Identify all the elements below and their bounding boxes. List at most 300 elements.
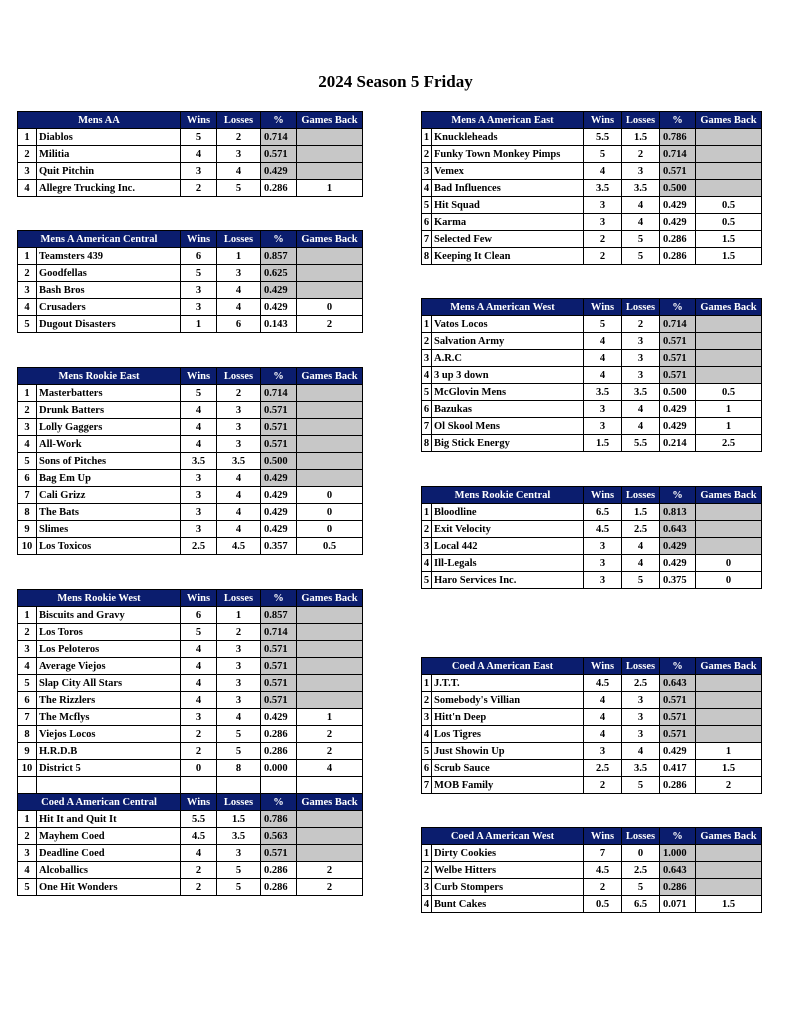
losses-cell: 2 xyxy=(622,316,660,333)
pct-cell: 0.571 xyxy=(261,641,297,658)
losses-header: Losses xyxy=(217,794,261,811)
rank-cell: 4 xyxy=(422,555,432,572)
table-header-row xyxy=(18,368,363,385)
games-back-header: Games Back xyxy=(696,487,762,504)
wins-cell: 3.5 xyxy=(181,453,217,470)
table-row xyxy=(422,350,762,367)
table-row xyxy=(18,692,363,709)
games-back-cell: 2 xyxy=(696,777,762,794)
rank-cell: 3 xyxy=(18,641,37,658)
games-back-cell xyxy=(297,265,363,282)
wins-cell: 3 xyxy=(584,214,622,231)
wins-cell: 2 xyxy=(181,862,217,879)
losses-cell: 3 xyxy=(622,726,660,743)
pct-cell: 0.571 xyxy=(261,692,297,709)
table-row xyxy=(422,879,762,896)
table-row xyxy=(18,828,363,845)
games-back-cell xyxy=(696,146,762,163)
rank-cell: 7 xyxy=(422,418,432,435)
games-back-cell: 1.5 xyxy=(696,248,762,265)
rank-cell: 8 xyxy=(18,504,37,521)
rank-cell: 9 xyxy=(18,743,37,760)
pct-cell: 0.143 xyxy=(261,316,297,333)
losses-cell: 4 xyxy=(622,214,660,231)
team-name-cell: Dirty Cookies xyxy=(432,845,584,862)
table-row xyxy=(18,845,363,862)
team-name-cell: McGlovin Mens xyxy=(432,384,584,401)
pct-cell: 0.417 xyxy=(660,760,696,777)
games-back-cell xyxy=(297,692,363,709)
table-header-row xyxy=(422,658,762,675)
pct-cell: 0.571 xyxy=(660,367,696,384)
games-back-cell xyxy=(297,419,363,436)
rank-cell: 2 xyxy=(18,828,37,845)
team-name-cell: Viejos Locos xyxy=(37,726,181,743)
pct-cell: 0.714 xyxy=(261,624,297,641)
losses-cell: 3 xyxy=(622,692,660,709)
table-row xyxy=(18,487,363,504)
pct-cell: 0.571 xyxy=(660,692,696,709)
games-back-cell xyxy=(297,607,363,624)
rank-cell: 8 xyxy=(18,726,37,743)
pct-cell: 0.813 xyxy=(660,504,696,521)
division-name: Mens Rookie West xyxy=(18,590,181,607)
rank-cell: 3 xyxy=(18,163,37,180)
table-row xyxy=(18,726,363,743)
team-name-cell: Bad Influences xyxy=(432,180,584,197)
team-name-cell: Slap City All Stars xyxy=(37,675,181,692)
table-row xyxy=(422,896,762,913)
losses-cell: 1.5 xyxy=(217,811,261,828)
empty-cell xyxy=(217,777,261,794)
team-name-cell: Curb Stompers xyxy=(432,879,584,896)
games-back-header: Games Back xyxy=(696,828,762,845)
games-back-cell xyxy=(696,504,762,521)
table-row xyxy=(422,555,762,572)
team-name-cell: Bag Em Up xyxy=(37,470,181,487)
wins-cell: 5 xyxy=(181,624,217,641)
wins-cell: 3 xyxy=(584,555,622,572)
wins-cell: 3 xyxy=(584,572,622,589)
games-back-header: Games Back xyxy=(297,231,363,248)
games-back-cell xyxy=(696,726,762,743)
pct-cell: 0.786 xyxy=(261,811,297,828)
team-name-cell: Lolly Gaggers xyxy=(37,419,181,436)
table-row xyxy=(18,316,363,333)
rank-cell: 3 xyxy=(422,538,432,555)
rank-cell: 7 xyxy=(422,231,432,248)
games-back-cell: 2 xyxy=(297,879,363,896)
wins-cell: 4 xyxy=(584,692,622,709)
rank-cell: 8 xyxy=(422,248,432,265)
rank-cell: 3 xyxy=(18,282,37,299)
losses-cell: 3 xyxy=(622,163,660,180)
team-name-cell: The Bats xyxy=(37,504,181,521)
games-back-cell: 1.5 xyxy=(696,231,762,248)
games-back-cell xyxy=(297,282,363,299)
blank-row xyxy=(18,777,363,794)
wins-cell: 4 xyxy=(181,419,217,436)
team-name-cell: Average Viejos xyxy=(37,658,181,675)
pct-cell: 0.714 xyxy=(660,146,696,163)
team-name-cell: Cali Grizz xyxy=(37,487,181,504)
team-name-cell: Salvation Army xyxy=(432,333,584,350)
rank-cell: 3 xyxy=(422,709,432,726)
games-back-cell xyxy=(297,624,363,641)
wins-header: Wins xyxy=(584,658,622,675)
wins-cell: 5.5 xyxy=(584,129,622,146)
wins-cell: 4 xyxy=(181,436,217,453)
games-back-cell xyxy=(696,692,762,709)
rank-cell: 1 xyxy=(18,129,37,146)
pct-cell: 0.429 xyxy=(660,418,696,435)
rank-cell: 9 xyxy=(18,521,37,538)
pct-cell: 1.000 xyxy=(660,845,696,862)
table-row xyxy=(422,760,762,777)
team-name-cell: Welbe Hitters xyxy=(432,862,584,879)
table-row xyxy=(422,384,762,401)
wins-cell: 2 xyxy=(584,248,622,265)
division-name: Coed A American West xyxy=(422,828,584,845)
losses-cell: 3 xyxy=(622,367,660,384)
table-row xyxy=(18,675,363,692)
losses-cell: 4 xyxy=(217,299,261,316)
games-back-cell xyxy=(696,163,762,180)
pct-cell: 0.429 xyxy=(261,487,297,504)
rank-cell: 1 xyxy=(422,675,432,692)
games-back-cell: 2 xyxy=(297,862,363,879)
games-back-cell: 2.5 xyxy=(696,435,762,452)
table-row xyxy=(422,129,762,146)
rank-cell: 7 xyxy=(18,709,37,726)
team-name-cell: The Mcflys xyxy=(37,709,181,726)
table-row xyxy=(422,333,762,350)
wins-cell: 3.5 xyxy=(584,180,622,197)
table-row xyxy=(422,248,762,265)
team-name-cell: Los Toros xyxy=(37,624,181,641)
pct-cell: 0.286 xyxy=(660,777,696,794)
table-row xyxy=(18,811,363,828)
wins-cell: 5 xyxy=(181,129,217,146)
table-header-row xyxy=(422,299,762,316)
wins-cell: 6 xyxy=(181,248,217,265)
wins-cell: 4.5 xyxy=(584,675,622,692)
pct-cell: 0.286 xyxy=(660,248,696,265)
wins-cell: 4 xyxy=(584,367,622,384)
pct-cell: 0.429 xyxy=(660,555,696,572)
team-name-cell: Vatos Locos xyxy=(432,316,584,333)
pct-cell: 0.571 xyxy=(261,419,297,436)
rank-cell: 1 xyxy=(422,845,432,862)
rank-cell: 5 xyxy=(18,453,37,470)
games-back-cell xyxy=(696,709,762,726)
wins-cell: 2 xyxy=(181,726,217,743)
wins-cell: 4 xyxy=(181,675,217,692)
rank-cell: 2 xyxy=(422,146,432,163)
rank-cell: 2 xyxy=(18,402,37,419)
losses-header: Losses xyxy=(217,368,261,385)
games-back-cell xyxy=(696,862,762,879)
games-back-header: Games Back xyxy=(297,112,363,129)
wins-cell: 4 xyxy=(584,709,622,726)
empty-cell xyxy=(37,777,181,794)
pct-cell: 0.286 xyxy=(261,180,297,197)
losses-cell: 4 xyxy=(217,163,261,180)
losses-cell: 3.5 xyxy=(622,180,660,197)
wins-cell: 0 xyxy=(181,760,217,777)
losses-cell: 3 xyxy=(217,675,261,692)
pct-cell: 0.429 xyxy=(660,214,696,231)
team-name-cell: Bloodline xyxy=(432,504,584,521)
losses-cell: 4 xyxy=(622,418,660,435)
games-back-cell xyxy=(696,333,762,350)
wins-cell: 4.5 xyxy=(584,862,622,879)
table-row xyxy=(18,504,363,521)
losses-header: Losses xyxy=(217,590,261,607)
team-name-cell: The Rizzlers xyxy=(37,692,181,709)
games-back-cell xyxy=(696,521,762,538)
standings-table-mens-a-american-east xyxy=(421,111,762,265)
losses-header: Losses xyxy=(622,828,660,845)
wins-header: Wins xyxy=(584,828,622,845)
pct-cell: 0.286 xyxy=(660,879,696,896)
table-row xyxy=(18,163,363,180)
team-name-cell: Selected Few xyxy=(432,231,584,248)
losses-cell: 3 xyxy=(217,436,261,453)
pct-header: % xyxy=(261,231,297,248)
wins-cell: 3 xyxy=(584,538,622,555)
wins-cell: 4 xyxy=(181,658,217,675)
games-back-header: Games Back xyxy=(297,794,363,811)
standings-table-mens-a-american-west xyxy=(421,298,762,452)
rank-cell: 6 xyxy=(18,692,37,709)
rank-cell: 4 xyxy=(18,180,37,197)
losses-cell: 3 xyxy=(217,658,261,675)
losses-header: Losses xyxy=(622,487,660,504)
losses-header: Losses xyxy=(217,112,261,129)
table-header-row xyxy=(18,112,363,129)
pct-cell: 0.429 xyxy=(660,743,696,760)
standings-table-coed-a-american-east xyxy=(421,657,762,794)
games-back-cell: 1 xyxy=(696,743,762,760)
games-back-cell: 0.5 xyxy=(696,214,762,231)
losses-cell: 4 xyxy=(622,538,660,555)
team-name-cell: Allegre Trucking Inc. xyxy=(37,180,181,197)
wins-cell: 4 xyxy=(181,845,217,862)
wins-cell: 5 xyxy=(181,265,217,282)
wins-cell: 7 xyxy=(584,845,622,862)
team-name-cell: Vemex xyxy=(432,163,584,180)
wins-cell: 3 xyxy=(181,709,217,726)
table-row xyxy=(18,282,363,299)
pct-cell: 0.429 xyxy=(660,401,696,418)
division-name: Coed A American Central xyxy=(18,794,181,811)
table-row xyxy=(422,845,762,862)
rank-cell: 5 xyxy=(18,316,37,333)
team-name-cell: Los Tigres xyxy=(432,726,584,743)
wins-cell: 2 xyxy=(181,743,217,760)
team-name-cell: Somebody's Villian xyxy=(432,692,584,709)
losses-cell: 3 xyxy=(622,333,660,350)
pct-cell: 0.286 xyxy=(660,231,696,248)
team-name-cell: A.R.C xyxy=(432,350,584,367)
rank-cell: 4 xyxy=(18,658,37,675)
division-name: Mens Rookie Central xyxy=(422,487,584,504)
team-name-cell: Quit Pitchin xyxy=(37,163,181,180)
games-back-cell: 0 xyxy=(297,521,363,538)
table-row xyxy=(422,521,762,538)
standings-table-mens-rookie-central xyxy=(421,486,762,589)
rank-cell: 4 xyxy=(18,436,37,453)
pct-header: % xyxy=(660,487,696,504)
losses-cell: 3 xyxy=(217,641,261,658)
losses-cell: 1.5 xyxy=(622,504,660,521)
games-back-cell xyxy=(297,845,363,862)
team-name-cell: Karma xyxy=(432,214,584,231)
rank-cell: 10 xyxy=(18,538,37,555)
wins-header: Wins xyxy=(181,112,217,129)
table-row xyxy=(18,521,363,538)
wins-header: Wins xyxy=(181,368,217,385)
losses-header: Losses xyxy=(622,112,660,129)
table-row xyxy=(422,862,762,879)
team-name-cell: Slimes xyxy=(37,521,181,538)
table-row xyxy=(422,692,762,709)
losses-cell: 3.5 xyxy=(217,828,261,845)
table-row xyxy=(18,862,363,879)
losses-cell: 4 xyxy=(217,709,261,726)
table-row xyxy=(18,419,363,436)
wins-cell: 3 xyxy=(181,299,217,316)
rank-cell: 1 xyxy=(18,248,37,265)
losses-cell: 3.5 xyxy=(217,453,261,470)
team-name-cell: Mayhem Coed xyxy=(37,828,181,845)
table-header-row xyxy=(18,590,363,607)
pct-cell: 0.375 xyxy=(660,572,696,589)
pct-cell: 0.429 xyxy=(660,197,696,214)
team-name-cell: Bunt Cakes xyxy=(432,896,584,913)
losses-cell: 2 xyxy=(217,129,261,146)
losses-cell: 4 xyxy=(217,504,261,521)
rank-cell: 2 xyxy=(18,624,37,641)
losses-cell: 4 xyxy=(622,743,660,760)
losses-cell: 2.5 xyxy=(622,675,660,692)
games-back-cell: 0 xyxy=(696,555,762,572)
empty-cell xyxy=(181,777,217,794)
wins-cell: 3 xyxy=(584,401,622,418)
wins-cell: 2 xyxy=(181,879,217,896)
rank-cell: 5 xyxy=(422,743,432,760)
team-name-cell: Funky Town Monkey Pimps xyxy=(432,146,584,163)
table-row xyxy=(422,231,762,248)
wins-cell: 3 xyxy=(181,163,217,180)
losses-cell: 1 xyxy=(217,607,261,624)
pct-header: % xyxy=(660,112,696,129)
losses-cell: 5 xyxy=(622,879,660,896)
losses-cell: 3.5 xyxy=(622,384,660,401)
wins-cell: 6.5 xyxy=(584,504,622,521)
rank-cell: 2 xyxy=(18,146,37,163)
games-back-cell xyxy=(696,845,762,862)
team-name-cell: 3 up 3 down xyxy=(432,367,584,384)
pct-cell: 0.563 xyxy=(261,828,297,845)
team-name-cell: Hitt'n Deep xyxy=(432,709,584,726)
losses-cell: 5 xyxy=(622,572,660,589)
rank-cell: 2 xyxy=(422,521,432,538)
team-name-cell: Bazukas xyxy=(432,401,584,418)
wins-cell: 6 xyxy=(181,607,217,624)
wins-cell: 5 xyxy=(584,146,622,163)
table-row xyxy=(18,879,363,896)
rank-cell: 1 xyxy=(422,316,432,333)
losses-cell: 2 xyxy=(217,385,261,402)
empty-cell xyxy=(18,777,37,794)
pct-cell: 0.643 xyxy=(660,675,696,692)
games-back-cell xyxy=(297,385,363,402)
games-back-cell xyxy=(297,658,363,675)
standings-table-mens-rookie-east xyxy=(17,367,363,555)
rank-cell: 6 xyxy=(422,760,432,777)
wins-header: Wins xyxy=(584,299,622,316)
pct-header: % xyxy=(261,112,297,129)
team-name-cell: Diablos xyxy=(37,129,181,146)
pct-cell: 0.571 xyxy=(660,709,696,726)
wins-cell: 4 xyxy=(584,333,622,350)
table-row xyxy=(422,743,762,760)
wins-cell: 4 xyxy=(584,350,622,367)
table-row xyxy=(18,436,363,453)
pct-cell: 0.286 xyxy=(261,726,297,743)
team-name-cell: Exit Velocity xyxy=(432,521,584,538)
wins-cell: 4.5 xyxy=(584,521,622,538)
wins-cell: 4.5 xyxy=(181,828,217,845)
table-row xyxy=(18,624,363,641)
wins-cell: 1 xyxy=(181,316,217,333)
table-row xyxy=(422,675,762,692)
pct-cell: 0.429 xyxy=(261,299,297,316)
rank-cell: 3 xyxy=(18,845,37,862)
team-name-cell: Los Toxicos xyxy=(37,538,181,555)
rank-cell: 2 xyxy=(422,692,432,709)
rank-cell: 1 xyxy=(18,385,37,402)
losses-cell: 5.5 xyxy=(622,435,660,452)
games-back-cell: 1.5 xyxy=(696,896,762,913)
table-row xyxy=(18,760,363,777)
pct-cell: 0.214 xyxy=(660,435,696,452)
team-name-cell: Hit Squad xyxy=(432,197,584,214)
pct-header: % xyxy=(261,794,297,811)
pct-cell: 0.571 xyxy=(660,333,696,350)
games-back-header: Games Back xyxy=(696,299,762,316)
losses-cell: 2 xyxy=(217,624,261,641)
standings-table-coed-a-american-central xyxy=(17,793,363,896)
table-row xyxy=(18,299,363,316)
pct-cell: 0.786 xyxy=(660,129,696,146)
team-name-cell: Haro Services Inc. xyxy=(432,572,584,589)
pct-cell: 0.429 xyxy=(261,163,297,180)
table-row xyxy=(18,265,363,282)
losses-header: Losses xyxy=(217,231,261,248)
games-back-cell: 0 xyxy=(297,487,363,504)
rank-cell: 6 xyxy=(422,214,432,231)
losses-cell: 4 xyxy=(217,521,261,538)
pct-cell: 0.571 xyxy=(660,350,696,367)
games-back-cell xyxy=(696,538,762,555)
team-name-cell: Just Showin Up xyxy=(432,743,584,760)
games-back-cell xyxy=(696,350,762,367)
table-row xyxy=(422,572,762,589)
losses-cell: 6.5 xyxy=(622,896,660,913)
